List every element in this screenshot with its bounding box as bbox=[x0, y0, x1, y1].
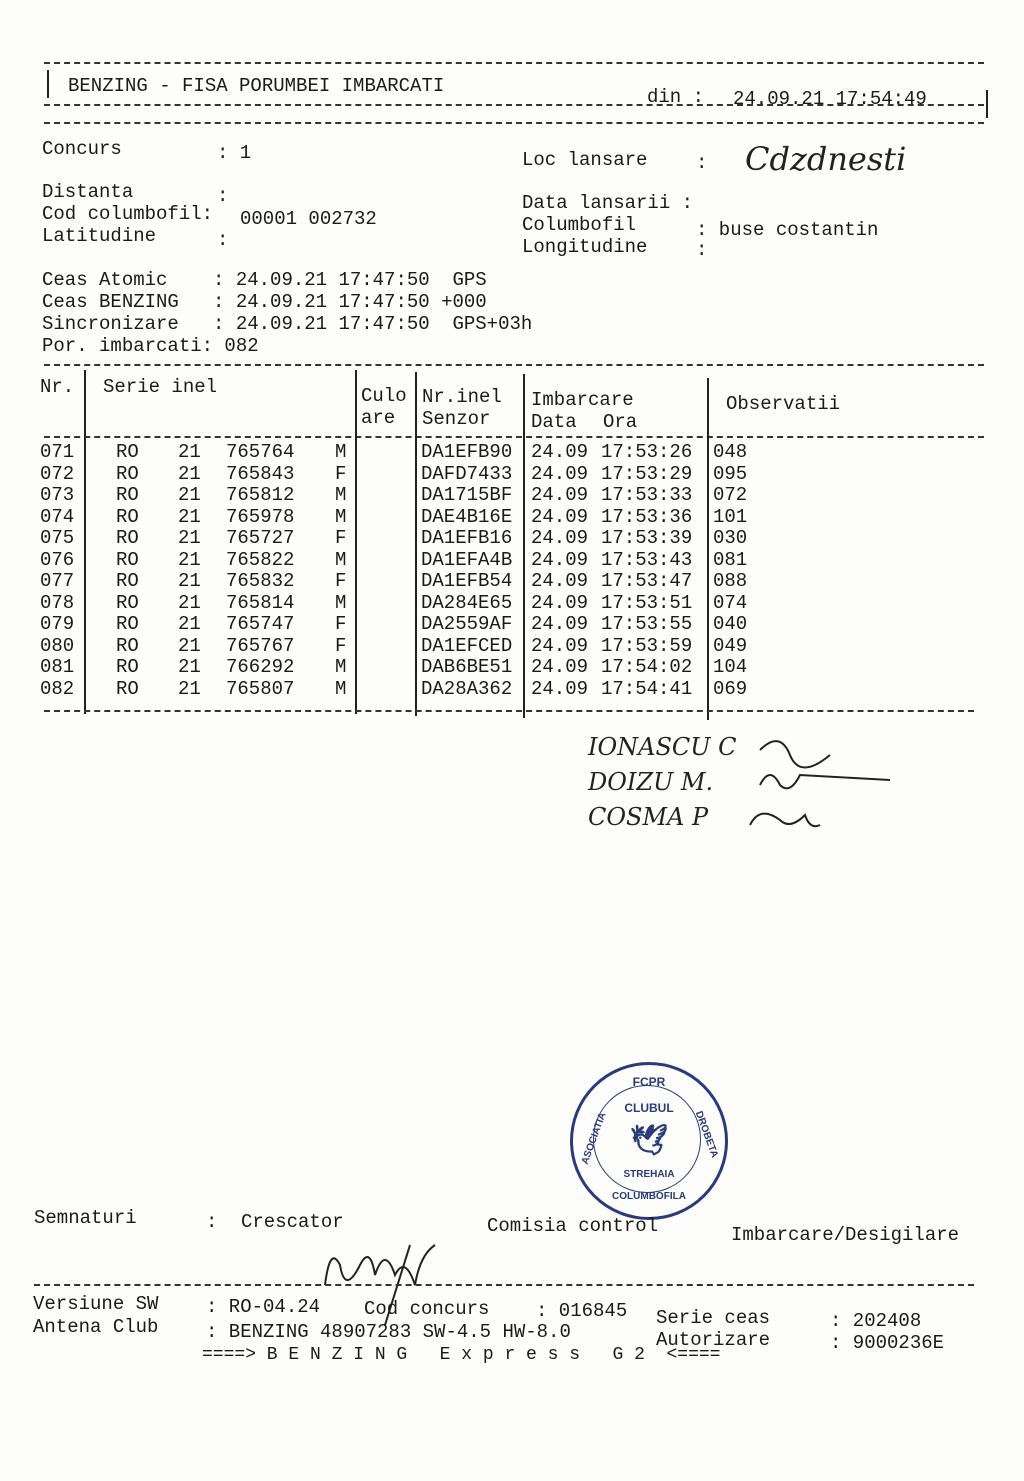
cell-sex: M bbox=[335, 505, 347, 528]
cell-sex: F bbox=[335, 527, 347, 549]
cell-nr: 078 bbox=[40, 591, 75, 614]
table-bottom-border bbox=[44, 710, 974, 712]
cell-data: 24.09 bbox=[531, 548, 589, 571]
cell-ora: 17:53:43 bbox=[601, 548, 693, 571]
autorizare-value: : 9000236E bbox=[830, 1332, 945, 1354]
cell-data: 24.09 bbox=[531, 591, 589, 614]
cell-an: 21 bbox=[178, 527, 201, 549]
concurs-label: Concurs bbox=[42, 138, 122, 160]
cell-ora: 17:54:02 bbox=[601, 656, 693, 678]
table-row bbox=[0, 656, 760, 678]
cell-senzor: DA1715BF bbox=[421, 484, 513, 506]
divider bbox=[44, 62, 984, 64]
cell-ora: 17:53:29 bbox=[601, 462, 693, 485]
cell-nr: 074 bbox=[40, 505, 75, 528]
longitudine-sep: : bbox=[696, 239, 708, 261]
cell-data: 24.09 bbox=[531, 441, 589, 463]
comisia-label: Comisia control bbox=[487, 1215, 659, 1237]
stamp-text: CLUBUL bbox=[624, 1101, 674, 1115]
cell-obs: 049 bbox=[713, 634, 748, 657]
semnaturi-label: Semnaturi bbox=[34, 1207, 137, 1229]
cell-nr: 079 bbox=[40, 613, 75, 635]
cell-tara: RO bbox=[116, 613, 139, 635]
cell-inel: 765812 bbox=[226, 484, 295, 506]
stamp-text: FCPR bbox=[632, 1075, 666, 1089]
cell-inel: 765747 bbox=[226, 613, 295, 635]
col-header-ora: Ora bbox=[603, 411, 638, 433]
latitudine-label: Latitudine bbox=[42, 225, 157, 247]
stamp-text: COLUMBOFILA bbox=[612, 1191, 686, 1202]
cell-inel: 765814 bbox=[226, 591, 295, 614]
cell-senzor: DA1EFA4B bbox=[421, 548, 513, 571]
distanta-label: Distanta bbox=[42, 181, 134, 203]
cod-concurs-value: : 016845 bbox=[536, 1300, 628, 1322]
cell-inel: 765807 bbox=[226, 677, 295, 700]
loc-lansare-sep: : bbox=[696, 152, 708, 174]
cell-an: 21 bbox=[178, 570, 201, 592]
cell-tara: RO bbox=[116, 441, 139, 463]
cell-inel: 765832 bbox=[226, 570, 295, 592]
cell-senzor: DA1EFB54 bbox=[421, 570, 513, 592]
pigeon-icon: 🕊 bbox=[629, 1124, 669, 1157]
ceas-atomic: Ceas Atomic : 24.09.21 17:47:50 GPS bbox=[42, 269, 487, 291]
antena-club-value: : BENZING 48907283 SW-4.5 HW-8.0 bbox=[206, 1321, 571, 1343]
col-header-nr: Nr. bbox=[40, 376, 75, 398]
cell-an: 21 bbox=[178, 613, 201, 635]
cell-obs: 040 bbox=[713, 613, 748, 635]
cell-tara: RO bbox=[116, 570, 139, 592]
sincronizare: Sincronizare : 24.09.21 17:47:50 GPS+03h bbox=[42, 313, 533, 335]
cod-columbofil-label: Cod columbofil: bbox=[42, 203, 214, 225]
ceas-benzing: Ceas BENZING : 24.09.21 17:47:50 +000 bbox=[42, 291, 487, 313]
porumbei-imbarcati: Por. imbarcati: 082 bbox=[42, 335, 259, 357]
cell-data: 24.09 bbox=[531, 613, 589, 635]
cell-nr: 076 bbox=[40, 548, 75, 571]
cell-an: 21 bbox=[178, 591, 201, 614]
versiune-sw-label: Versiune SW bbox=[33, 1293, 159, 1315]
cell-inel: 765764 bbox=[226, 441, 295, 463]
cell-sex: M bbox=[335, 656, 347, 678]
table-row bbox=[0, 592, 760, 614]
semnaturi-sep: : bbox=[206, 1211, 218, 1233]
divider bbox=[44, 104, 984, 106]
cell-inel: 765822 bbox=[226, 548, 295, 571]
cell-inel: 765843 bbox=[226, 462, 295, 485]
table-row bbox=[0, 678, 760, 700]
table-row bbox=[0, 635, 760, 657]
divider bbox=[986, 90, 988, 118]
table-row bbox=[0, 463, 760, 485]
columbofil-value: : buse costantin bbox=[696, 219, 879, 241]
col-header-imbarcare: Imbarcare bbox=[531, 389, 634, 411]
cell-senzor: DA1EFCED bbox=[421, 634, 513, 657]
col-header-data: Data bbox=[531, 411, 577, 433]
col-header-serie-inel: Serie inel bbox=[103, 376, 218, 398]
cell-ora: 17:53:33 bbox=[601, 484, 693, 506]
table-row bbox=[0, 506, 760, 528]
cell-obs: 072 bbox=[713, 484, 748, 506]
serie-ceas-value: : 202408 bbox=[830, 1310, 922, 1332]
cell-nr: 073 bbox=[40, 484, 75, 506]
cell-data: 24.09 bbox=[531, 677, 589, 700]
commission-signature-2: DOIZU M. bbox=[588, 768, 714, 796]
loc-lansare-handwritten: Cdzdnesti bbox=[745, 140, 907, 178]
cell-senzor: DA2559AF bbox=[421, 613, 513, 635]
cell-ora: 17:53:55 bbox=[601, 613, 693, 635]
cell-senzor: DAB6BE51 bbox=[421, 656, 513, 678]
din-label: din : bbox=[647, 86, 705, 108]
cod-concurs-label: Cod concurs bbox=[364, 1298, 490, 1320]
col-header-senzor: Senzor bbox=[422, 408, 491, 430]
cell-nr: 081 bbox=[40, 656, 75, 678]
cell-ora: 17:53:47 bbox=[601, 570, 693, 592]
cell-nr: 071 bbox=[40, 441, 75, 463]
distanta-sep: : bbox=[217, 185, 229, 207]
document-title: BENZING - FISA PORUMBEI IMBARCATI bbox=[68, 75, 445, 97]
stamp-text: DROBETA bbox=[693, 1109, 721, 1160]
cell-an: 21 bbox=[178, 656, 201, 678]
antena-club-label: Antena Club bbox=[33, 1316, 159, 1338]
col-header-observatii: Observatii bbox=[726, 393, 841, 415]
cell-ora: 17:53:51 bbox=[601, 591, 693, 614]
cell-obs: 088 bbox=[713, 570, 748, 592]
cell-an: 21 bbox=[178, 548, 201, 571]
table-row bbox=[0, 441, 760, 463]
cell-sex: M bbox=[335, 484, 347, 506]
loc-lansare-label: Loc lansare bbox=[522, 149, 648, 171]
cell-data: 24.09 bbox=[531, 656, 589, 678]
cell-an: 21 bbox=[178, 505, 201, 528]
latitudine-sep: : bbox=[217, 229, 229, 251]
col-header-culoare-2: are bbox=[361, 407, 396, 429]
data-lansarii-label: Data lansarii : bbox=[522, 192, 694, 214]
cell-obs: 074 bbox=[713, 591, 748, 614]
table-row bbox=[0, 484, 760, 506]
cell-data: 24.09 bbox=[531, 505, 589, 528]
cell-data: 24.09 bbox=[531, 634, 589, 657]
cell-nr: 075 bbox=[40, 527, 75, 549]
cell-senzor: DA1EFB90 bbox=[421, 441, 513, 463]
divider bbox=[47, 70, 49, 98]
cell-ora: 17:53:39 bbox=[601, 527, 693, 549]
cod-columbofil-value: 00001 002732 bbox=[240, 208, 377, 230]
cell-tara: RO bbox=[116, 677, 139, 700]
divider bbox=[44, 122, 984, 124]
concurs-value: : 1 bbox=[217, 142, 252, 164]
cell-tara: RO bbox=[116, 656, 139, 678]
stamp-text: STREHAIA bbox=[623, 1169, 675, 1180]
cell-an: 21 bbox=[178, 484, 201, 506]
table-header-border bbox=[44, 436, 984, 438]
columbofil-label: Columbofil bbox=[522, 214, 637, 236]
cell-inel: 765978 bbox=[226, 505, 295, 528]
imbarcare-desigilare-label: Imbarcare/Desigilare bbox=[731, 1224, 960, 1246]
serie-ceas-label: Serie ceas bbox=[656, 1307, 771, 1329]
benzing-express-banner: ====> B E N Z I N G E x p r e s s G 2 <==== bbox=[202, 1345, 721, 1365]
cell-senzor: DA284E65 bbox=[421, 591, 513, 614]
cell-sex: F bbox=[335, 634, 347, 657]
cell-sex: M bbox=[335, 677, 347, 700]
cell-sex: F bbox=[335, 613, 347, 635]
divider bbox=[34, 1284, 974, 1286]
cell-an: 21 bbox=[178, 634, 201, 657]
commission-signature-3: COSMA P bbox=[588, 803, 709, 831]
versiune-sw-value: : RO-04.24 bbox=[206, 1296, 321, 1318]
cell-ora: 17:54:41 bbox=[601, 677, 693, 700]
signature-scribbles bbox=[740, 730, 900, 850]
cell-nr: 082 bbox=[40, 677, 75, 700]
cell-data: 24.09 bbox=[531, 570, 589, 592]
cell-ora: 17:53:36 bbox=[601, 505, 693, 528]
cell-inel: 765727 bbox=[226, 527, 295, 549]
longitudine-label: Longitudine bbox=[522, 236, 648, 258]
stamp-text: ASOCIATIA bbox=[579, 1111, 609, 1166]
cell-tara: RO bbox=[116, 634, 139, 657]
col-header-culoare: Culo bbox=[361, 385, 407, 407]
cell-senzor: DA1EFB16 bbox=[421, 527, 513, 549]
cell-data: 24.09 bbox=[531, 484, 589, 506]
cell-sex: F bbox=[335, 462, 347, 485]
commission-signature-1: IONASCU C bbox=[588, 733, 737, 761]
cell-obs: 069 bbox=[713, 677, 748, 700]
table-top-border bbox=[44, 364, 984, 366]
cell-senzor: DAE4B16E bbox=[421, 505, 513, 528]
crescator-label: Crescator bbox=[241, 1211, 344, 1233]
cell-tara: RO bbox=[116, 505, 139, 528]
cell-an: 21 bbox=[178, 677, 201, 700]
club-stamp bbox=[570, 1062, 728, 1220]
cell-an: 21 bbox=[178, 441, 201, 463]
cell-an: 21 bbox=[178, 462, 201, 485]
col-header-nr-inel: Nr.inel bbox=[422, 386, 502, 408]
cell-ora: 17:53:26 bbox=[601, 441, 693, 463]
cell-sex: M bbox=[335, 591, 347, 614]
table-row bbox=[0, 570, 760, 592]
cell-tara: RO bbox=[116, 527, 139, 549]
cell-tara: RO bbox=[116, 548, 139, 571]
cell-tara: RO bbox=[116, 484, 139, 506]
cell-senzor: DAFD7433 bbox=[421, 462, 513, 485]
cell-data: 24.09 bbox=[531, 527, 589, 549]
print-datetime: 24.09.21 17:54:49 bbox=[733, 88, 927, 110]
cell-nr: 080 bbox=[40, 634, 75, 657]
cell-obs: 048 bbox=[713, 441, 748, 463]
cell-sex: F bbox=[335, 570, 347, 592]
cell-inel: 765767 bbox=[226, 634, 295, 657]
cell-obs: 030 bbox=[713, 527, 748, 549]
cell-sex: M bbox=[335, 441, 347, 463]
table-row bbox=[0, 527, 760, 549]
cell-nr: 077 bbox=[40, 570, 75, 592]
cell-obs: 104 bbox=[713, 656, 748, 678]
cell-tara: RO bbox=[116, 591, 139, 614]
cell-ora: 17:53:59 bbox=[601, 634, 693, 657]
cell-nr: 072 bbox=[40, 462, 75, 485]
cell-senzor: DA28A362 bbox=[421, 677, 513, 700]
cell-obs: 081 bbox=[713, 548, 748, 571]
cell-data: 24.09 bbox=[531, 462, 589, 485]
autorizare-label: Autorizare bbox=[656, 1329, 771, 1351]
table-row bbox=[0, 613, 760, 635]
cell-sex: M bbox=[335, 548, 347, 571]
cell-inel: 766292 bbox=[226, 656, 295, 678]
table-row bbox=[0, 549, 760, 571]
cell-tara: RO bbox=[116, 462, 139, 485]
cell-obs: 101 bbox=[713, 505, 748, 528]
cell-obs: 095 bbox=[713, 462, 748, 485]
